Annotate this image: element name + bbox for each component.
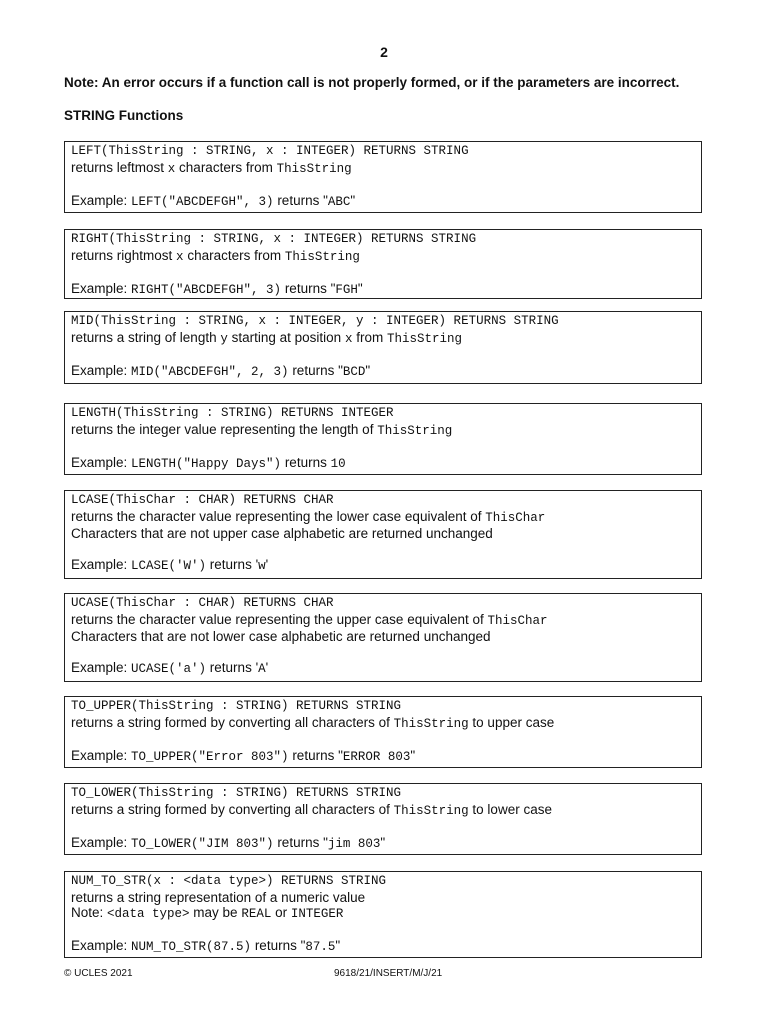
example-label: Example: bbox=[71, 280, 132, 296]
desc-text: returns leftmost bbox=[71, 159, 168, 175]
function-signature: UCASE(ThisChar : CHAR) RETURNS CHAR bbox=[71, 596, 334, 610]
function-example bbox=[71, 748, 695, 766]
example-result: ERROR 803 bbox=[342, 749, 411, 764]
example-call: TO_LOWER("JIM 803") bbox=[131, 836, 274, 851]
function-description bbox=[71, 160, 695, 178]
desc-code: ThisString bbox=[393, 716, 469, 731]
example-quote: " bbox=[335, 938, 341, 954]
function-box-ucase bbox=[64, 593, 702, 682]
function-box-to-upper bbox=[64, 696, 702, 768]
example-result: 87.5 bbox=[305, 940, 336, 955]
example-call: UCASE('a') bbox=[131, 662, 207, 677]
function-description bbox=[71, 890, 695, 906]
desc-code: x bbox=[344, 331, 353, 346]
desc-text: to lower case bbox=[468, 801, 552, 817]
desc-text: returns a string representation of a numeric value bbox=[71, 889, 366, 905]
desc-text: from bbox=[352, 329, 387, 345]
desc-code: x bbox=[167, 161, 176, 176]
example-call: NUM_TO_STR(87.5) bbox=[131, 940, 252, 955]
example-label: Example: bbox=[71, 454, 132, 470]
desc-code: ThisString bbox=[386, 331, 462, 346]
function-description bbox=[71, 248, 695, 266]
note-text: or bbox=[271, 905, 291, 921]
function-box-lcase bbox=[64, 490, 702, 579]
footer-document-code: 9618/21/INSERT/M/J/21 bbox=[334, 968, 443, 979]
note-code: INTEGER bbox=[290, 907, 344, 922]
example-label: Example: bbox=[71, 557, 132, 573]
function-signature: NUM_TO_STR(x : <data type>) RETURNS STRING bbox=[71, 874, 387, 888]
desc-code: ThisChar bbox=[487, 613, 548, 628]
function-description bbox=[71, 509, 695, 527]
error-note: Note: An error occurs if a function call is not properly formed, or if the parameters are incorrect. bbox=[64, 75, 680, 90]
function-example bbox=[71, 363, 695, 381]
function-box-length bbox=[64, 403, 702, 475]
note-code: REAL bbox=[241, 907, 272, 922]
desc-text: returns the character value representing the lower case equivalent of bbox=[71, 508, 486, 524]
function-note bbox=[71, 905, 695, 923]
example-call: TO_UPPER("Error 803") bbox=[131, 749, 289, 764]
desc-code: ThisString bbox=[377, 423, 453, 438]
note-code: <data type> bbox=[107, 907, 190, 922]
function-signature: LENGTH(ThisString : STRING) RETURNS INTEGER bbox=[71, 406, 394, 420]
desc-text: returns the character value representing the upper case equivalent of bbox=[71, 611, 488, 627]
example-returns: returns ' bbox=[206, 660, 259, 676]
example-result: jim 803 bbox=[327, 836, 381, 851]
example-returns: returns " bbox=[288, 362, 343, 378]
example-quote: ' bbox=[265, 660, 269, 676]
section-title: STRING Functions bbox=[64, 108, 184, 123]
example-quote: " bbox=[365, 362, 371, 378]
function-description-extra: Characters that are not lower case alphabetic are returned unchanged bbox=[71, 629, 491, 645]
desc-text: returns a string formed by converting all characters of bbox=[71, 801, 394, 817]
function-description bbox=[71, 330, 695, 348]
example-quote: " bbox=[357, 280, 363, 296]
example-result: 10 bbox=[330, 456, 346, 471]
page-number: 2 bbox=[380, 44, 388, 60]
footer-copyright: © UCLES 2021 bbox=[64, 968, 133, 979]
example-call: LENGTH("Happy Days") bbox=[131, 456, 282, 471]
example-quote: " bbox=[350, 192, 356, 208]
function-signature: TO_UPPER(ThisString : STRING) RETURNS STRING bbox=[71, 699, 402, 713]
function-example bbox=[71, 938, 695, 956]
function-example bbox=[71, 455, 695, 473]
desc-text: returns the integer value representing the length of bbox=[71, 421, 378, 437]
function-example bbox=[71, 557, 695, 575]
function-signature: MID(ThisString : STRING, x : INTEGER, y : INTEGER) RETURNS STRING bbox=[71, 314, 559, 328]
example-label: Example: bbox=[71, 660, 132, 676]
desc-text: starting at position bbox=[227, 329, 345, 345]
function-description-extra: Characters that are not upper case alphabetic are returned unchanged bbox=[71, 526, 493, 542]
desc-code: ThisChar bbox=[485, 510, 546, 525]
desc-code: y bbox=[220, 331, 228, 346]
desc-code: ThisString bbox=[393, 803, 469, 818]
example-quote: " bbox=[410, 747, 416, 763]
example-label: Example: bbox=[71, 192, 132, 208]
example-returns: returns " bbox=[273, 834, 328, 850]
desc-code: ThisString bbox=[284, 249, 360, 264]
example-result: FGH bbox=[335, 282, 358, 297]
desc-text: returns a string formed by converting all characters of bbox=[71, 714, 394, 730]
function-box-left bbox=[64, 141, 702, 213]
function-example bbox=[71, 835, 695, 853]
function-signature: RIGHT(ThisString : STRING, x : INTEGER) RETURNS STRING bbox=[71, 232, 477, 246]
desc-text: returns a string of length bbox=[71, 329, 221, 345]
function-box-mid bbox=[64, 311, 702, 384]
function-box-to-lower bbox=[64, 783, 702, 855]
function-signature: LEFT(ThisString : STRING, x : INTEGER) RETURNS STRING bbox=[71, 144, 469, 158]
function-box-num-to-str bbox=[64, 871, 702, 958]
function-description bbox=[71, 612, 695, 630]
example-call: LCASE('W') bbox=[131, 559, 207, 574]
function-example bbox=[71, 193, 695, 211]
function-description bbox=[71, 715, 695, 733]
desc-text: characters from bbox=[183, 247, 285, 263]
function-example bbox=[71, 660, 695, 678]
example-returns: returns " bbox=[273, 192, 328, 208]
example-label: Example: bbox=[71, 747, 132, 763]
example-call: RIGHT("ABCDEFGH", 3) bbox=[131, 282, 282, 297]
function-description bbox=[71, 802, 695, 820]
example-returns: returns " bbox=[281, 280, 336, 296]
example-label: Example: bbox=[71, 938, 132, 954]
function-signature: TO_LOWER(ThisString : STRING) RETURNS STRING bbox=[71, 786, 402, 800]
desc-text: characters from bbox=[175, 159, 277, 175]
example-call: LEFT("ABCDEFGH", 3) bbox=[131, 194, 274, 209]
note-text: may be bbox=[189, 905, 242, 921]
function-description bbox=[71, 422, 695, 440]
example-returns: returns " bbox=[251, 938, 306, 954]
note-label: Note: bbox=[71, 905, 108, 921]
example-result: BCD bbox=[342, 364, 366, 379]
desc-code: x bbox=[176, 249, 184, 264]
example-call: MID("ABCDEFGH", 2, 3) bbox=[131, 364, 289, 379]
desc-text: returns rightmost bbox=[71, 247, 177, 263]
example-result: A bbox=[258, 662, 266, 677]
example-returns: returns ' bbox=[206, 557, 259, 573]
example-quote: " bbox=[380, 834, 386, 850]
function-signature: LCASE(ThisChar : CHAR) RETURNS CHAR bbox=[71, 493, 334, 507]
function-box-right bbox=[64, 229, 702, 299]
example-returns: returns " bbox=[288, 747, 343, 763]
example-result: w bbox=[258, 559, 266, 574]
example-result: ABC bbox=[327, 194, 351, 209]
function-example bbox=[71, 281, 695, 299]
example-returns: returns bbox=[281, 454, 331, 470]
desc-code: ThisString bbox=[276, 161, 352, 176]
example-label: Example: bbox=[71, 362, 132, 378]
desc-text: to upper case bbox=[468, 714, 555, 730]
example-quote: ' bbox=[265, 557, 269, 573]
example-label: Example: bbox=[71, 834, 132, 850]
